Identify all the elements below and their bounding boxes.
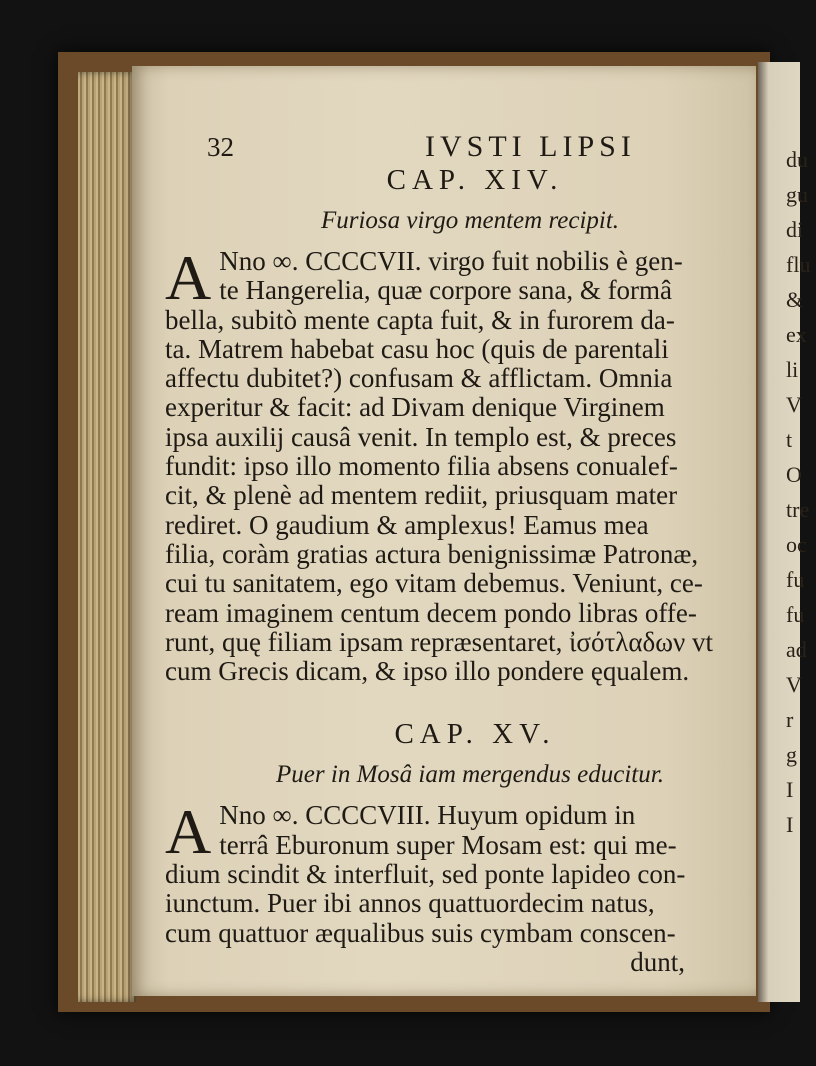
page-content <box>165 118 745 977</box>
page-number: 32 <box>207 132 234 162</box>
running-head <box>165 118 745 163</box>
text-line: te Hangerelia, quæ corpore sana, & formâ <box>219 275 673 306</box>
text-line: ream imaginem centum decem pondo libras offe- <box>165 597 697 628</box>
text-line: experitur & facit: ad Divam denique Virginem <box>165 392 665 423</box>
text-line: cui tu sanitatem, ego vitam debemus. Veniunt, ce- <box>165 568 703 599</box>
drop-cap: A <box>165 796 212 868</box>
text-line: fundit: ipso illo momento filia absens conualef- <box>165 451 678 482</box>
text-line: runt, quę filiam ipsam repræsentaret, ἰσότλαδων vt <box>165 626 713 657</box>
text-line: affectu dubitet?) confusam & afflictam. Omnia <box>165 363 673 394</box>
text-line: bella, subitò mente capta fuit, & in furorem da- <box>165 304 675 335</box>
chapter-text-xv <box>165 796 745 977</box>
text-line: iunctum. Puer ibi annos quattuordecim natus, <box>165 888 655 919</box>
text-line: cum quattuor æqualibus suis cymbam conscen- <box>165 917 676 948</box>
text-line: terrâ Eburonum super Mosam est: qui me- <box>219 829 677 860</box>
text-line: ipsa auxilij causâ venit. In templo est, & preces <box>165 421 677 452</box>
text-line: rediret. O gaudium & amplexus! Eamus mea <box>165 509 649 540</box>
text-line: ta. Matrem habebat casu hoc (quis de parentali <box>165 333 669 364</box>
chapter-heading-xv: CAP. XV. <box>394 718 556 751</box>
text-line: Nno ∞. CCCCVIII. Huyum opidum in <box>219 800 636 831</box>
chapter-heading-xiv: CAP. XIV. <box>386 164 564 196</box>
facing-page-edge <box>758 62 811 1002</box>
section-gap <box>165 686 745 712</box>
chapter-summary-xiv: Furiosa virgo mentem recipit. <box>320 207 620 234</box>
text-line: filia, coràm gratias actura benignissimæ Patronæ, <box>165 538 699 569</box>
page-edges <box>78 72 136 1002</box>
chapter-summary-xv: Puer in Mosâ iam mergendus educitur. <box>276 761 664 789</box>
facing-page-text: du gu di flu & ex li V t O tre oc fu fu ad V r g I I <box>786 147 811 837</box>
catchword: dunt, <box>630 946 685 977</box>
running-title: IVSTI LIPSI <box>425 130 636 163</box>
text-line: cit, & plenè ad mentem rediit, priusquam mater <box>165 480 678 511</box>
drop-cap: A <box>165 242 212 313</box>
text-line: Nno ∞. CCCCVII. virgo fuit nobilis è gen- <box>219 246 683 276</box>
text-line: dium scindit & interfluit, sed ponte lapideo con- <box>165 859 686 890</box>
text-line: cum Grecis dicam, & ipso illo pondere ęqualem. <box>165 656 690 687</box>
chapter-text-xiv <box>165 242 745 687</box>
